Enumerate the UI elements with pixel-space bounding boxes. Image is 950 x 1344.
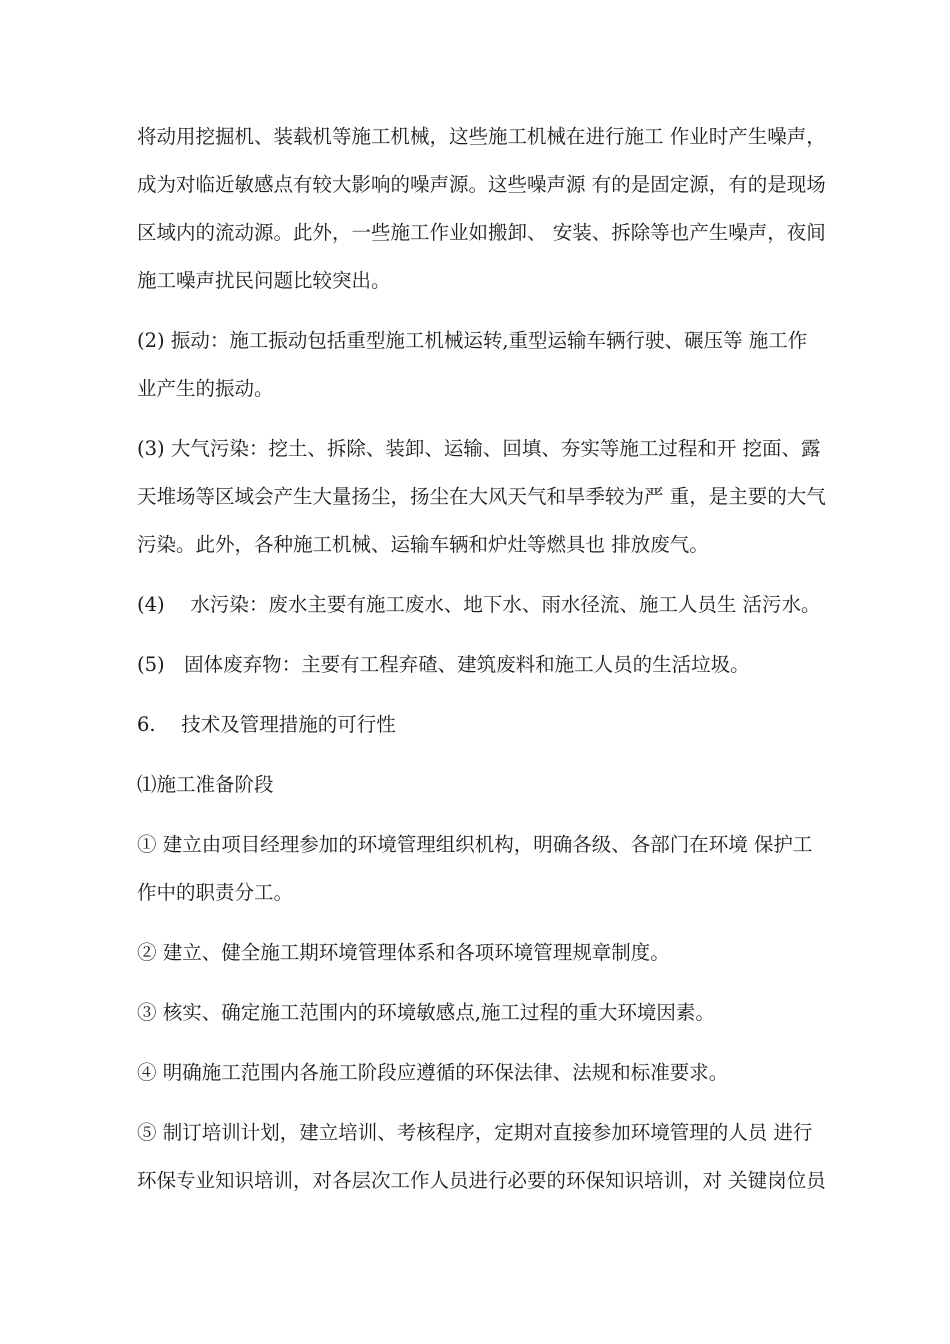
paragraph xyxy=(137,425,827,569)
text-line: 成为对临近敏感点有较大影响的噪声源。这些噪声源 有的是固定源，有的是现场 xyxy=(137,173,826,196)
text-line: 环保专业知识培训，对各层次工作人员进行必要的环保知识培训，对 关键岗位员 xyxy=(137,1169,826,1192)
text-line: 将动用挖掘机、装载机等施工机械，这些施工机械在进行施工 作业时产生噪声， xyxy=(137,125,826,148)
document-body xyxy=(137,113,827,1217)
paragraph xyxy=(137,581,827,629)
text-line: 作中的职责分工。 xyxy=(137,881,294,904)
text-line: (3) 大气污染：挖土、拆除、装卸、运输、回填、夯实等施工过程和开 挖面、露 xyxy=(137,437,821,460)
text-line: ② 建立、健全施工期环境管理体系和各项环境管理规章制度。 xyxy=(137,941,670,964)
paragraph xyxy=(137,761,827,809)
paragraph xyxy=(137,929,827,977)
paragraph xyxy=(137,821,827,917)
text-line: 天堆场等区域会产生大量扬尘，扬尘在大风天气和旱季较为严 重，是主要的大气 xyxy=(137,485,826,508)
paragraph xyxy=(137,113,827,305)
text-line: 6. 技术及管理措施的可行性 xyxy=(137,713,396,736)
text-line: 污染。此外，各种施工机械、运输车辆和炉灶等燃具也 排放废气。 xyxy=(137,533,709,556)
text-line: ① 建立由项目经理参加的环境管理组织机构，明确各级、各部门在环境 保护工 xyxy=(137,833,813,856)
text-line: 施工噪声扰民问题比较突出。 xyxy=(137,269,391,292)
text-line: 业产生的振动。 xyxy=(137,377,274,400)
text-line: (4) 水污染：废水主要有施工废水、地下水、雨水径流、施工人员生 活污水。 xyxy=(137,593,821,616)
paragraph xyxy=(137,989,827,1037)
paragraph xyxy=(137,1109,827,1205)
text-line: ⑴施工准备阶段 xyxy=(137,773,274,796)
paragraph xyxy=(137,317,827,413)
text-line: ③ 核实、确定施工范围内的环境敏感点,施工过程的重大环境因素。 xyxy=(137,1001,715,1024)
text-line: (5) 固体废弃物：主要有工程弃碴、建筑废料和施工人员的生活垃圾。 xyxy=(137,653,750,676)
paragraph xyxy=(137,641,827,689)
paragraph xyxy=(137,701,827,749)
paragraph xyxy=(137,1049,827,1097)
text-line: ⑤ 制订培训计划，建立培训、考核程序，定期对直接参加环境管理的人员 进行 xyxy=(137,1121,813,1144)
text-line: ④ 明确施工范围内各施工阶段应遵循的环保法律、法规和标准要求。 xyxy=(137,1061,729,1084)
text-line: (2) 振动：施工振动包括重型施工机械运转,重型运输车辆行驶、碾压等 施工作 xyxy=(137,329,808,352)
text-line: 区域内的流动源。此外，一些施工作业如搬卸、 安装、拆除等也产生噪声，夜间 xyxy=(137,221,826,244)
